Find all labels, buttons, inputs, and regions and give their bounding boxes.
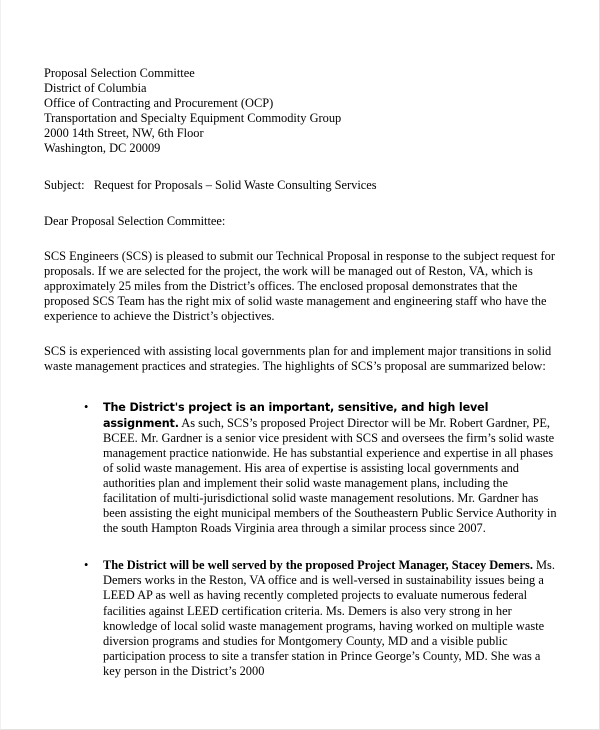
recipient-address-block: [44, 66, 560, 157]
bullet-lead-in: The District will be well served by the proposed Project Manager, Stacey Demers.: [103, 558, 533, 573]
highlights-bullet-list: [44, 400, 560, 679]
address-line: Transportation and Specialty Equipment Commodity Group: [44, 111, 342, 126]
salutation: Dear Proposal Selection Committee:: [44, 213, 226, 228]
address-line: Office of Contracting and Procurement (OCP): [44, 96, 274, 111]
list-item: [44, 558, 560, 679]
bullet-marker-icon: •: [84, 400, 89, 415]
list-item: [44, 400, 560, 536]
document-content: [44, 66, 560, 679]
bullet-body-text: As such, SCS’s proposed Project Director will be Mr. Robert Gardner, PE, BCEE. Mr. Gardner is a senior vice president with SCS and oversees the firm’s solid waste management practice nationwide. He has substantial experience and expertise in all phases of solid waste management. His area of expertise is assisting local governments and authorities plan and implement their solid waste management plans, including the facilitation of multi-jurisdictional solid waste management resolutions. Mr. Gardner has been assisting the eight municipal members of the Southeastern Public Service Authority in the south Hampton Roads Virginia area through a similar process since 2007.: [103, 415, 557, 536]
address-line: 2000 14th Street, NW, 6th Floor: [44, 126, 204, 141]
body-paragraph: SCS Engineers (SCS) is pleased to submit our Technical Proposal in response to the subject request for proposals. If we are selected for the project, the work will be managed out of Reston, VA, which is approximately 25 miles from the District’s offices. The enclosed proposal demonstrates that the proposed SCS Team has the right mix of solid waste management and engineering staff who have the experience to achieve the District’s objectives.: [44, 248, 555, 324]
bullet-marker-icon: •: [84, 558, 89, 573]
address-line: District of Columbia: [44, 81, 147, 96]
bullet-body-text: Ms. Demers works in the Reston, VA office and is well-versed in sustainability issues being a LEED AP as well as having recently completed projects to evaluate numerous federal facilities against LEED certification criteria. Ms. Demers is also very strong in her knowledge of local solid waste management programs, having worked on multiple waste diversion programs and studies for Montgomery County, MD and a visible public participation process to site a transfer station in Prince George’s County, MD. She was a key person in the District’s 2000: [103, 558, 555, 678]
address-line: Washington, DC 20009: [44, 141, 161, 156]
address-line: Proposal Selection Committee: [44, 66, 195, 80]
bullet-lead-in: The District's project is an important, sensitive, and high level assignment.: [103, 401, 489, 430]
subject-line: Subject: Request for Proposals – Solid Waste Consulting Services: [44, 177, 377, 192]
body-paragraph: SCS is experienced with assisting local governments plan for and implement major transitions in solid waste management practices and strategies. The highlights of SCS’s proposal are summarized below:: [44, 344, 552, 374]
